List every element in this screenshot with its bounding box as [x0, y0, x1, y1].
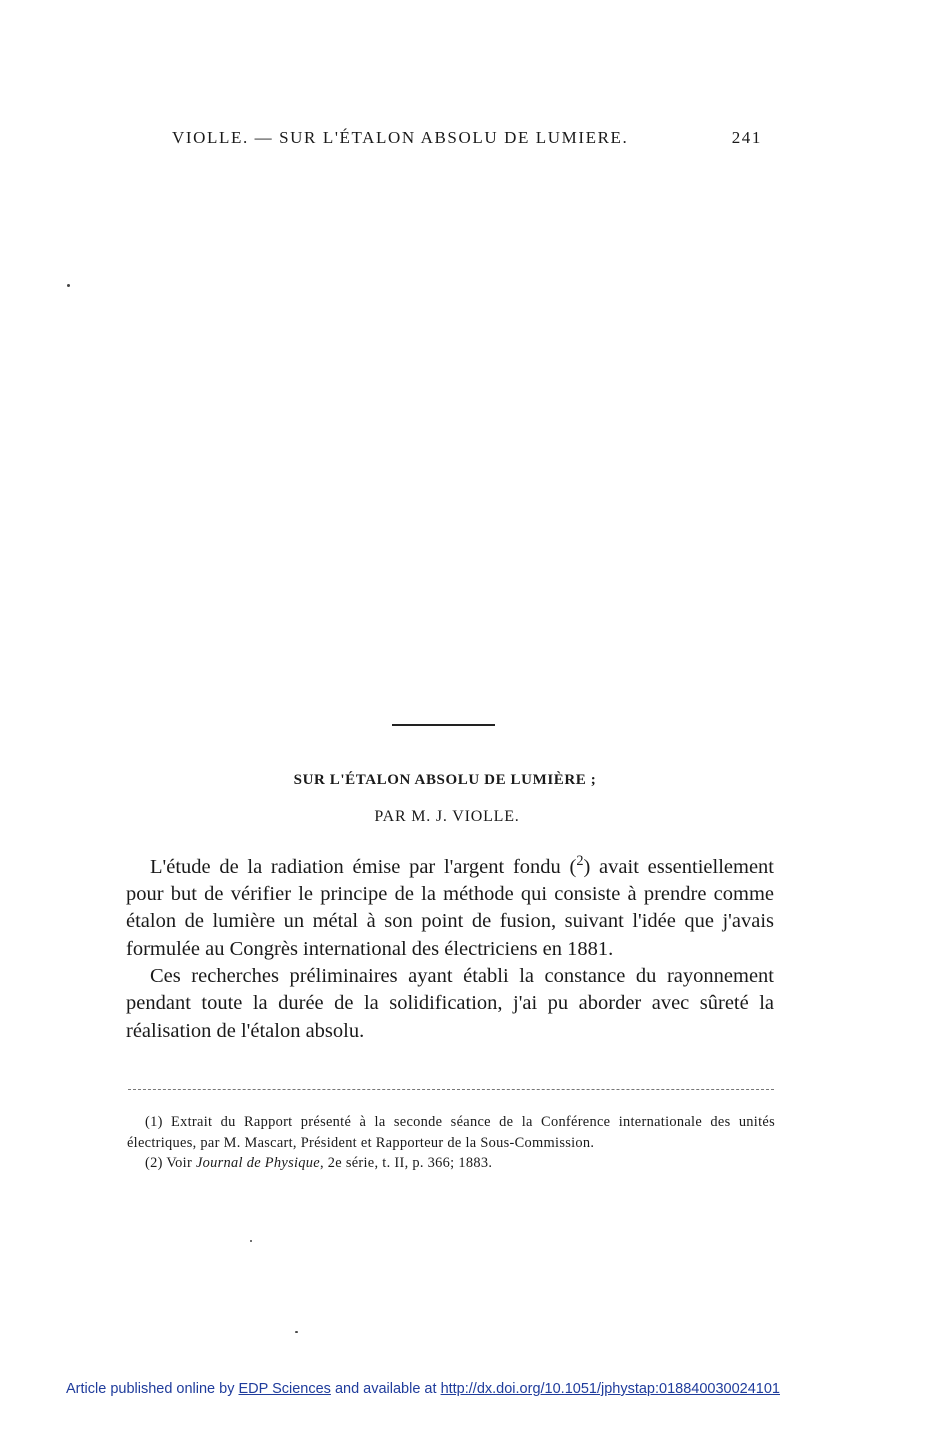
footer-prefix: Article published online by — [66, 1381, 239, 1397]
publication-footer — [66, 1381, 780, 1397]
footnote-divider — [128, 1089, 774, 1090]
footer-middle: and available at — [330, 1381, 441, 1397]
scan-speck — [295, 1331, 298, 1333]
scan-speck — [250, 1240, 252, 1242]
footnote-1 — [127, 1112, 775, 1153]
paragraph-1 — [126, 848, 774, 963]
running-title: VIOLLE. — SUR L'ÉTALON ABSOLU DE LUMIERE. — [172, 128, 629, 147]
footnotes — [127, 1112, 775, 1174]
page-number: 241 — [731, 128, 762, 147]
author-byline: PAR M. J. VIOLLE. — [374, 808, 520, 825]
footnote-2-text-a: Voir — [162, 1155, 196, 1172]
title-divider — [392, 724, 495, 726]
running-header — [172, 128, 762, 148]
journal-name: Journal de Physique — [195, 1155, 320, 1172]
footnote-ref-2: 2 — [576, 853, 584, 869]
publisher-link[interactable]: EDP Sciences — [238, 1381, 331, 1397]
footnote-2-text-b: , 2e série, t. II, p. 366; 1883. — [319, 1155, 493, 1172]
doi-link[interactable]: http://dx.doi.org/10.1051/jphystap:018840030024101 — [440, 1381, 780, 1397]
scan-speck — [67, 284, 70, 287]
footnote-1-text: Extrait du Rapport présenté à la seconde séance de la Conférence internationale des unités électriques, par M. Mascart, Président et Rapporteur de la Sous-Commission. — [127, 1114, 775, 1151]
article-title: SUR L'ÉTALON ABSOLU DE LUMIÈRE ; — [293, 772, 597, 788]
paragraph-1-text-a: L'étude de la radiation émise par l'argent fondu ( — [150, 855, 577, 878]
footnote-1-mark: (1) — [145, 1114, 163, 1130]
footnote-2-mark: (2) — [145, 1155, 163, 1172]
paragraph-1-text-b: ) avait essentiellement pour but de vérifier le principe de la méthode qui consiste à prendre comme étalon de lumière un métal à son point de fusion, suivant l'idée que j'avais formulée au Congrès international des électriciens en 1881. — [126, 855, 774, 960]
article-body — [126, 848, 774, 1045]
paragraph-2: Ces recherches préliminaires ayant établi la constance du rayonnement pendant toute la durée de la solidification, j'ai pu aborder avec sûreté la réalisation de l'étalon absolu. — [126, 965, 774, 1042]
footnote-2 — [127, 1153, 775, 1174]
